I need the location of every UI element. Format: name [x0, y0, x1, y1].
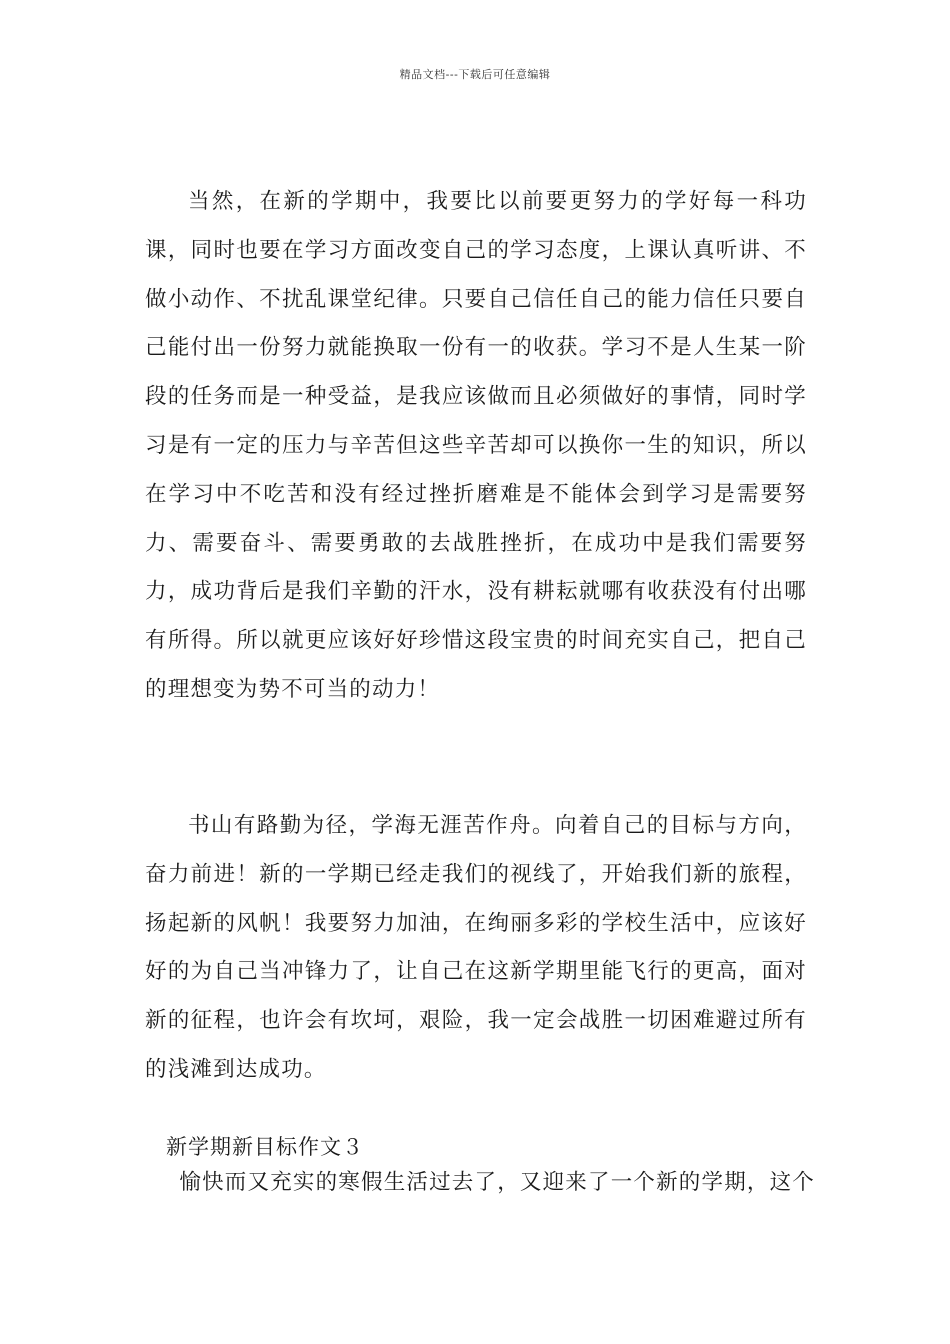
body-paragraph-2: 书山有路勤为径，学海无涯苦作舟。向着自己的目标与方向，奋力前进！新的一学期已经走我们的视线了，开始我们新的旅程，扬起新的风帆！我要努力加油，在绚丽多彩的学校生活中，应该好好的为自己当冲锋力了，让自己在这新学期里能飞行的更高，面对新的征程，也许会有坎坷，艰险，我一定会战胜一切困难避过所有的浅滩到达成功。 — [145, 813, 807, 1082]
body-paragraph-3: 愉快而又充实的寒假生活过去了，又迎来了一个新的学期，这个 — [179, 1170, 815, 1195]
body-paragraph-1-container — [145, 178, 807, 715]
body-paragraph-1: 当然，在新的学期中，我要比以前要更努力的学好每一科功课，同时也要在学习方面改变自己的学习态度，上课认真听讲、不做小动作、不扰乱课堂纪律。只要自己信任自己的能力信任只要自己能付出一份努力就能换取一份有一的收获。学习不是人生某一阶段的任务而是一种受益，是我应该做而且必须做好的事情，同时学习是有一定的压力与辛苦但这些辛苦却可以换你一生的知识，所以在学习中不吃苦和没有经过挫折磨难是不能体会到学习是需要努力、需要奋斗、需要勇敢的去战胜挫折，在成功中是我们需要努力，成功背后是我们辛勤的汗水，没有耕耘就哪有收获没有付出哪有所得。所以就更应该好好珍惜这段宝贵的时间充实自己，把自己的理想变为势不可当的动力！ — [145, 189, 807, 702]
page-header-watermark: 精品文档---下载后可任意编辑 — [399, 68, 551, 81]
section-heading: 新学期新目标作文３ — [166, 1135, 364, 1159]
body-paragraph-3-container — [145, 1159, 815, 1208]
body-paragraph-2-container — [145, 802, 807, 1095]
